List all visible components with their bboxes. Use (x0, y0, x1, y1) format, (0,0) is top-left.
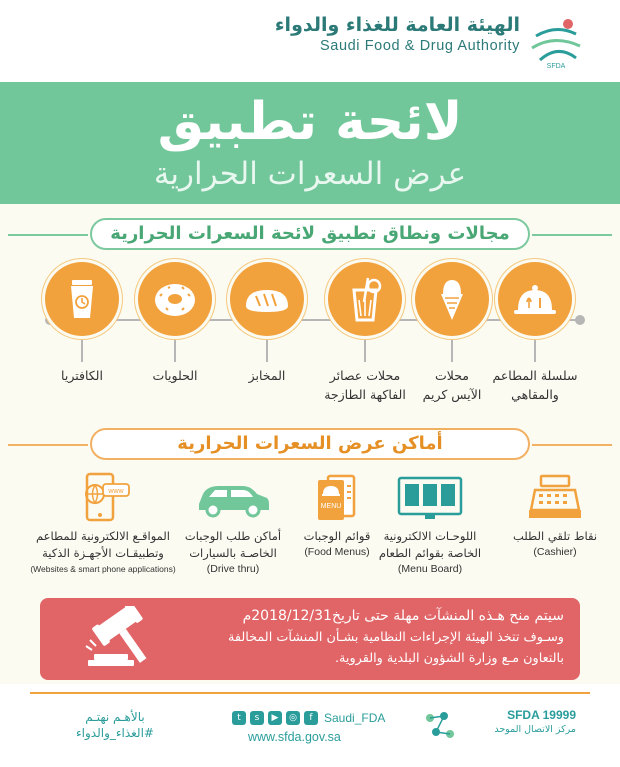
sector-stem (451, 336, 453, 362)
call-center-icon (422, 708, 458, 744)
coffee-cup-icon (55, 272, 109, 326)
sector-label: محلات عصائر الفاكهة الطازجة (324, 368, 406, 402)
cash-register-icon (525, 472, 585, 522)
sector-icon-circle (45, 262, 119, 336)
sector-icon-circle (138, 262, 212, 336)
youtube-icon[interactable]: ▶ (268, 711, 282, 725)
sector-stem (81, 336, 83, 362)
www-word: www (108, 488, 124, 495)
sector-stem (174, 336, 176, 362)
sector-icon-circle (328, 262, 402, 336)
gavel-icon (80, 606, 172, 672)
notice-line: سيتم منح هـذه المنشآت مهلة حتى تاريخ2018/12/31م (242, 608, 564, 624)
car-icon (193, 472, 273, 522)
notice-line: وسـوف تتخذ الهيئة الإجراءات النظامية بشـأن المنشآت المخالفة (228, 630, 564, 645)
sector-label: محلات الآيس كريم (422, 368, 482, 402)
hashtag-text: #الغذاء_والدواء (76, 726, 154, 740)
sector-icon-circle (498, 262, 572, 336)
sector-cafeteria (27, 262, 137, 385)
website-phone-icon (73, 472, 133, 522)
sector-juice (310, 262, 420, 404)
place-websites-apps (28, 472, 178, 577)
place-label: المواقـع الالكترونية للمطاعم وتطبيقـات الأجهـزة الذكية (Websites & smart phone applications) (30, 529, 176, 574)
twitter-icon[interactable]: t (232, 711, 246, 725)
social-handle[interactable]: Saudi_FDA (324, 711, 386, 725)
juice-icon (338, 272, 392, 326)
sector-label: المخابز (248, 368, 286, 383)
page-subtitle: عرض السعرات الحرارية (153, 156, 467, 192)
place-label: اللوحـات الالكترونية الخاصة بقوائم الطعام (Menu Board) (378, 529, 482, 575)
notice-line: بالتعاون مـع وزارة الشؤون البلدية والقروية. (334, 651, 564, 666)
menu-icon (310, 472, 364, 522)
logo-text (275, 14, 520, 54)
sector-stem (534, 336, 536, 362)
sector-label: سلسلة المطاعم والمقاهي (492, 368, 578, 402)
bread-icon (240, 272, 294, 326)
footer (0, 694, 620, 767)
cloche-icon (508, 272, 562, 326)
logo-mark-text: SFDA (546, 63, 566, 70)
org-name-english: Saudi Food & Drug Authority (320, 38, 520, 54)
tagline-text: بالأهـم نهتـم (85, 710, 145, 724)
call-center (416, 706, 576, 746)
place-label: أماكن طلب الوجبات الخاصـة بالسيارات (Drive thru) (184, 529, 282, 575)
page-title: لائحة تطبيق (157, 92, 463, 152)
place-cashier (490, 472, 620, 560)
org-name-arabic: الهيئة العامة للغذاء والدواء (274, 14, 520, 36)
notice-text (164, 606, 564, 669)
menu-board-icon (395, 472, 465, 522)
ice-cream-icon (425, 272, 479, 326)
sector-stem (364, 336, 366, 362)
call-number: SFDA 19999 (507, 708, 576, 722)
sector-icon-circle (415, 262, 489, 336)
menu-word: MENU (320, 503, 342, 510)
sectors-heading: مجالات ونطاق تطبيق لائحة السعرات الحرارية (90, 218, 530, 250)
donut-icon (148, 272, 202, 326)
sector-label: الحلويات (152, 368, 198, 383)
snapchat-icon[interactable]: s (250, 711, 264, 725)
place-drive-thru (168, 472, 298, 577)
sector-label: الكافتريا (61, 368, 103, 383)
sfda-logo-icon (526, 14, 586, 70)
places-heading: أماكن عرض السعرات الحرارية (90, 428, 530, 460)
header (0, 0, 620, 82)
place-label: قوائم الوجبات (Food Menus) (303, 529, 371, 558)
instagram-icon[interactable]: ◎ (286, 711, 300, 725)
tagline (70, 710, 160, 740)
social-links (232, 708, 385, 728)
place-label: نقاط تلقي الطلب (Cashier) (512, 529, 598, 558)
title-banner (0, 82, 620, 204)
sector-icon-circle (230, 262, 304, 336)
website-link[interactable]: www.sfda.gov.sa (248, 730, 341, 744)
call-center-label: مركز الاتصال الموحد (494, 724, 576, 735)
facebook-icon[interactable]: f (304, 711, 318, 725)
call-center-text (494, 708, 576, 735)
deadline-notice (40, 598, 580, 680)
sector-stem (266, 336, 268, 362)
